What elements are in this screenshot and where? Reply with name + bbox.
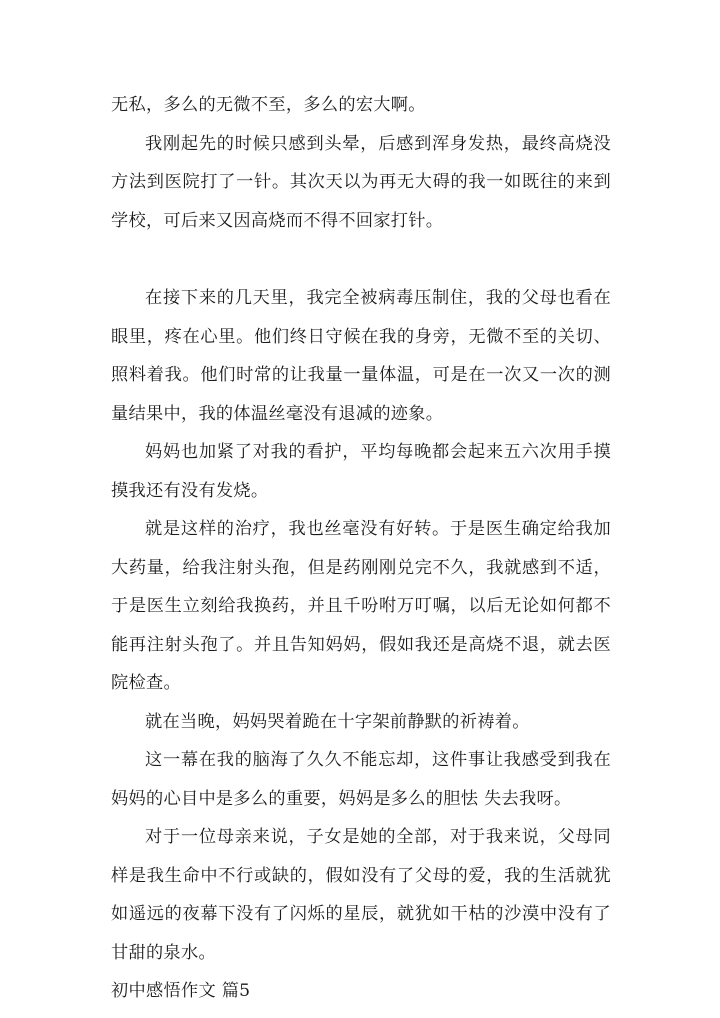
paragraph-1: 无私，多么的无微不至，多么的宏大啊。 — [111, 95, 426, 115]
document-body — [111, 86, 611, 1011]
paragraph-5: 就是这样的治疗，我也丝毫没有好转。于是医生确定给我加大药量，给我注射头孢，但是药刚刚兑完不久，我就感到不适，于是医生立刻给我换药，并且千吩咐万叮嘱，以后无论如何都不能再注射头孢了。并且告知妈妈，假如我还是高烧不退，就去医院检查。 — [111, 519, 611, 693]
paragraph-6: 就在当晚，妈妈哭着跪在十字架前静默的祈祷着。 — [145, 711, 530, 732]
section-heading: 初中感悟作文 篇5 — [111, 981, 251, 1001]
paragraph-4: 妈妈也加紧了对我的看护，平均每晚都会起来五六次用手摸摸我还有没有发烧。 — [111, 442, 611, 501]
paragraph-7: 这一幕在我的脑海了久久不能忘却，这件事让我感受到我在妈妈的心目中是多么的重要，妈妈是多么的胆怯 失去我呀。 — [111, 750, 611, 809]
paragraph-8: 对于一位母亲来说，子女是她的全部，对于我来说，父母同样是我生命中不行或缺的，假如没有了父母的爱，我的生活就犹如遥远的夜幕下没有了闪烁的星辰，就犹如干枯的沙漠中没有了甘甜的泉水。 — [111, 827, 611, 963]
paragraph-2: 我刚起先的时候只感到头晕，后感到浑身发热，最终高烧没方法到医院打了一针。其次天以为再无大碍的我一如既往的来到学校，可后来又因高烧而不得不回家打针。 — [111, 133, 611, 231]
paragraph-3: 在接下来的几天里，我完全被病毒压制住，我的父母也看在眼里，疼在心里。他们终日守候在我的身旁，无微不至的关切、照料着我。他们时常的让我量一量体温，可是在一次又一次的测量结果中，我的体温丝毫没有退减的迹象。 — [111, 288, 611, 424]
